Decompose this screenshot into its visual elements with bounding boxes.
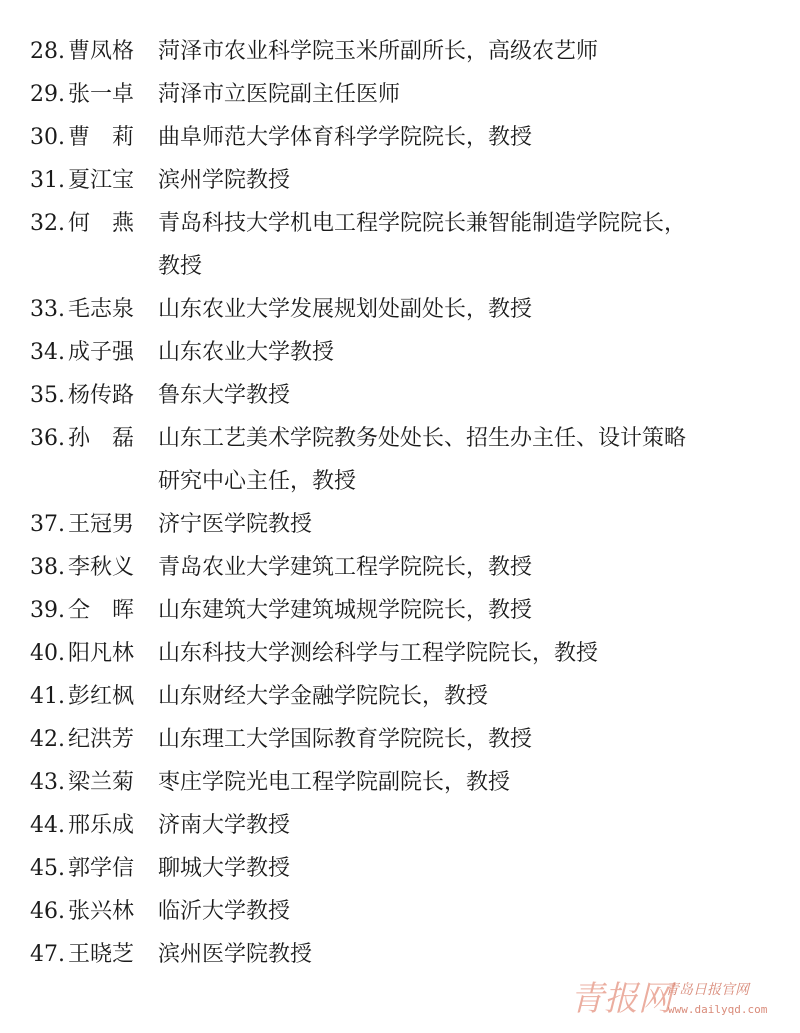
item-title-line: 鲁东大学教授 (158, 383, 291, 408)
item-name: 何 燕 (68, 211, 135, 236)
item-title-line: 滨州医学院教授 (158, 942, 313, 967)
item-name: 邢乐成 (68, 813, 135, 838)
item-number: 39. (30, 598, 65, 623)
item-name: 曹凤格 (68, 39, 135, 64)
item-title-line: 滨州学院教授 (158, 168, 291, 193)
watermark-logo: 青报网 (570, 979, 672, 1019)
item-title-line: 济宁医学院教授 (158, 512, 313, 537)
item-number: 32. (30, 211, 65, 236)
item-title-line: 青岛科技大学机电工程学院院长兼智能制造学院院长， (158, 211, 687, 236)
item-name: 郭学信 (68, 856, 135, 881)
watermark (570, 977, 790, 1027)
item-name: 王冠男 (68, 512, 135, 537)
item-title-line: 济南大学教授 (158, 813, 291, 838)
item-title-line: 菏泽市立医院副主任医师 (158, 82, 401, 107)
item-title-line: 山东科技大学测绘科学与工程学院院长，教授 (158, 641, 599, 666)
item-number: 42. (30, 727, 65, 752)
item-title-line: 山东工艺美术学院教务处处长、招生办主任、设计策略 (158, 426, 687, 451)
item-number: 28. (30, 39, 65, 64)
watermark-subtitle: 青岛日报官网 (665, 982, 749, 998)
item-number: 46. (30, 899, 65, 924)
item-name: 阳凡林 (68, 641, 135, 666)
item-name: 杨传路 (68, 383, 135, 408)
item-name: 成子强 (68, 340, 135, 365)
item-number: 33. (30, 297, 65, 322)
item-number: 40. (30, 641, 65, 666)
item-title-line: 山东农业大学教授 (158, 340, 335, 365)
item-number: 38. (30, 555, 65, 580)
item-number: 45. (30, 856, 65, 881)
item-name: 梁兰菊 (68, 770, 135, 795)
item-title-line: 枣庄学院光电工程学院副院长，教授 (158, 770, 511, 795)
item-name: 纪洪芳 (68, 727, 135, 752)
item-title-line: 菏泽市农业科学院玉米所副所长，高级农艺师 (158, 39, 599, 64)
item-name: 孙 磊 (68, 426, 135, 451)
item-title-line: 教授 (158, 254, 203, 279)
item-title-line: 临沂大学教授 (158, 899, 291, 924)
item-name: 李秋义 (68, 555, 135, 580)
item-name: 张一卓 (68, 82, 135, 107)
item-number: 36. (30, 426, 65, 451)
item-number: 44. (30, 813, 65, 838)
item-title-line: 曲阜师范大学体育科学学院院长，教授 (158, 125, 533, 150)
item-number: 37. (30, 512, 65, 537)
item-name: 仝 晖 (68, 598, 135, 623)
item-title-line: 山东理工大学国际教育学院院长，教授 (158, 727, 533, 752)
item-number: 43. (30, 770, 65, 795)
item-name: 王晓芝 (68, 942, 135, 967)
item-number: 41. (30, 684, 65, 709)
item-number: 29. (30, 82, 65, 107)
item-name: 毛志泉 (68, 297, 135, 322)
item-number: 35. (30, 383, 65, 408)
item-name: 夏江宝 (68, 168, 135, 193)
item-number: 47. (30, 942, 65, 967)
item-title-line: 山东建筑大学建筑城规学院院长，教授 (158, 598, 533, 623)
item-name: 曹 莉 (68, 125, 135, 150)
item-number: 31. (30, 168, 65, 193)
item-number: 34. (30, 340, 65, 365)
watermark-url: www.dailyqd.com (668, 1003, 768, 1016)
item-title-line: 研究中心主任，教授 (158, 469, 357, 494)
item-title-line: 青岛农业大学建筑工程学院院长，教授 (158, 555, 533, 580)
item-title-line: 聊城大学教授 (158, 856, 291, 881)
item-title-line: 山东财经大学金融学院院长，教授 (158, 684, 489, 709)
item-name: 彭红枫 (68, 684, 135, 709)
item-number: 30. (30, 125, 65, 150)
item-title-line: 山东农业大学发展规划处副处长，教授 (158, 297, 533, 322)
item-name: 张兴林 (68, 899, 135, 924)
